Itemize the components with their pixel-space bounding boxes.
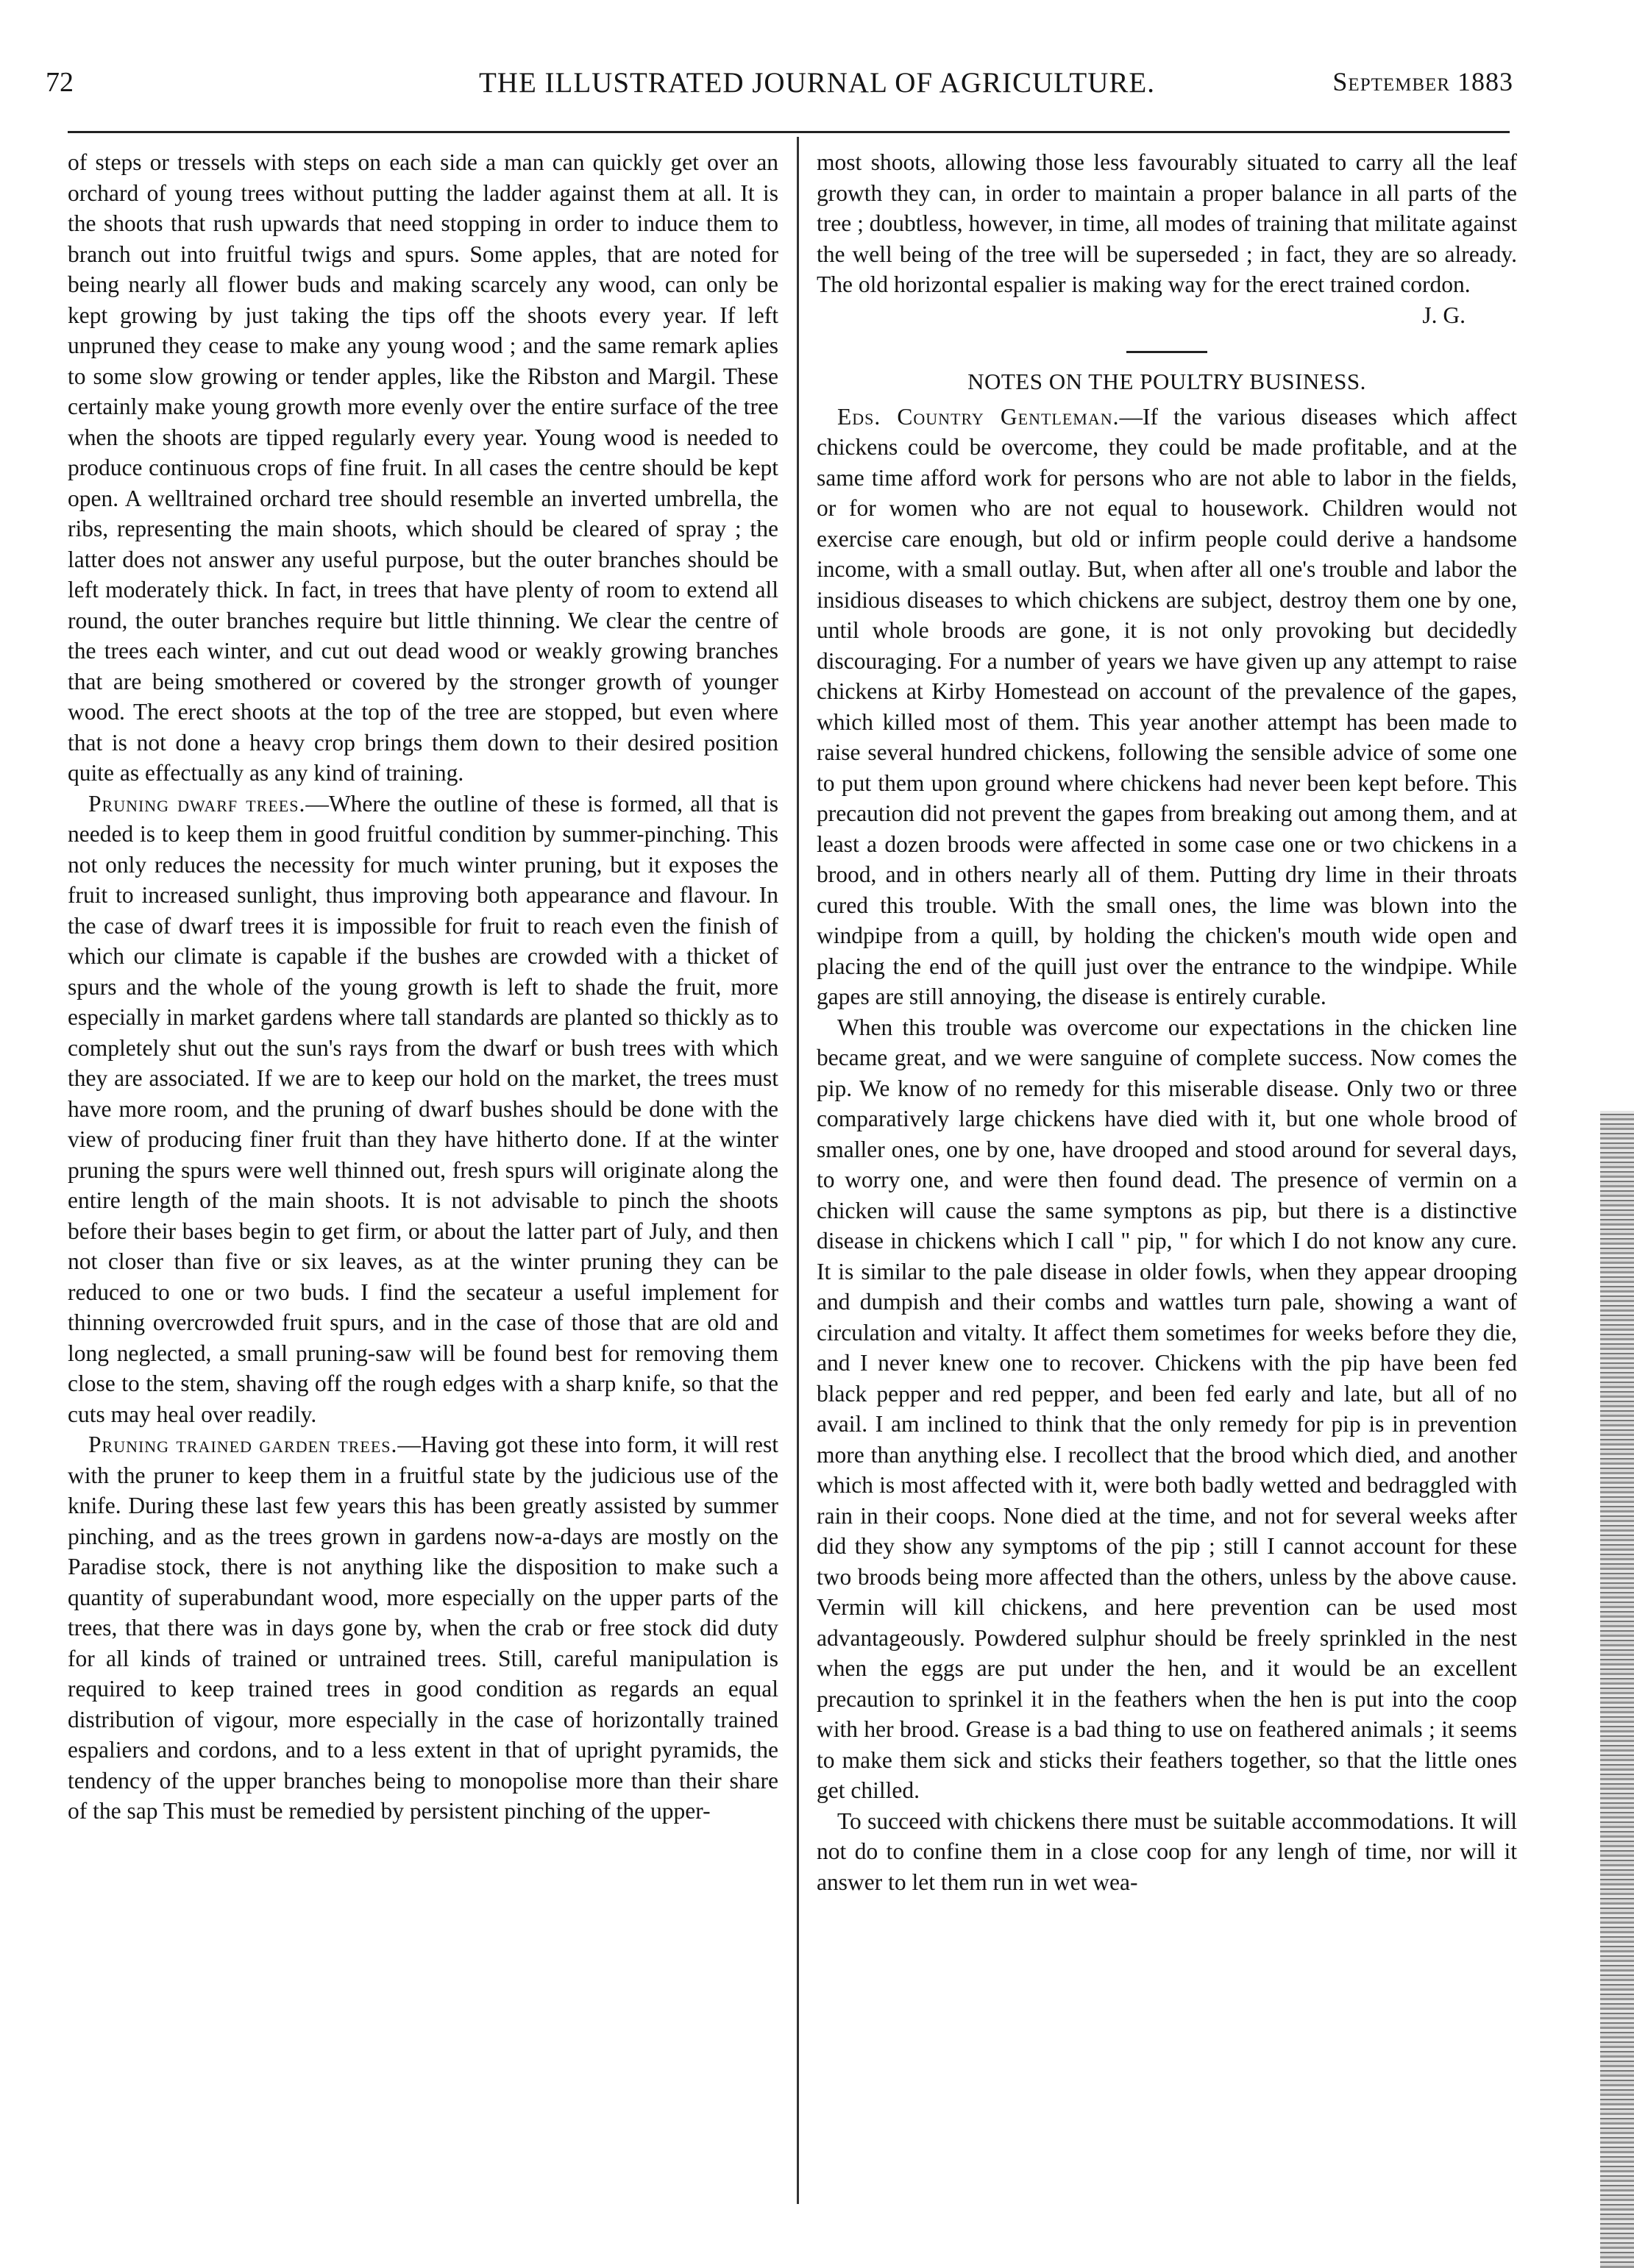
page-header bbox=[0, 66, 1634, 110]
author-signature: J. G. bbox=[1422, 302, 1466, 328]
section-run-in-heading: Pruning dwarf trees. bbox=[88, 790, 306, 817]
paragraph bbox=[817, 402, 1517, 1012]
letter-salutation: Eds. Country Gentleman. bbox=[837, 403, 1120, 430]
article-heading: NOTES ON THE POULTRY BUSINESS. bbox=[967, 369, 1366, 394]
journal-title: THE ILLUSTRATED JOURNAL OF AGRICULTURE. bbox=[478, 67, 1156, 99]
paragraph bbox=[68, 1429, 778, 1827]
paragraph-text: —Having got these into form, it will rest with the pruner to keep them in a fruitful state by the judicious use of the knife. During these last few years this has been greatly assisted by summer pinching, and as the trees grown in gardens now-a-days are mostly on the Paradise stock, there is not anything like the disposition to make such a quantity of superabundant wood, more especially on the upper parts of the trees, that there was in days gone by, when the crab or free stock did duty for all kinds of trained or untrained trees. Still, careful manipulation is required to keep trained trees in good condition as regards an equal distribution of vigour, more especially in the case of horizontally trained espaliers and cordons, and to a less extent in that of upright pyramids, the tendency of the upper branches being to monopolise more than their share of the sap This must be remedied by persistent pinching of the upper- bbox=[68, 1432, 778, 1824]
paragraph-text: —Where the outline of these is formed, all that is needed is to keep them in good fruitful condition by summer-pinching. This not only reduces the necessity for much winter pruning, but it exposes the fruit to increased sunlight, thus improving both appearance and flavour. In the case of dwarf trees it is impossible for fruit to reach even the finish of which our climate is capable if the bushes are crowded with a thicket of spurs and the whole of the young growth is left to shade the fruit, more especially in market gardens where tall standards are planted so thickly as to completely shut out the sun's rays from the dwarf or bush trees with which they are associated. If we are to keep our hold on the market, the trees must have more room, and the pruning of dwarf bushes should be done with the view of producing finer fruit than they have hitherto done. If at the winter pruning the spurs were well thinned out, fresh spurs will originate along the entire length of the main shoots. It is not advisable to pinch the shoots before their bases begin to get firm, or about the latter part of July, and then not closer than five or six leaves, as at the winter pruning they can be reduced to one or two buds. I find the secateur a useful implement for thinning overcrowded fruit spurs, and in the case of those that are old and long neglected, a small pruning-saw will be found best for removing them close to the stem, shaving off the rough edges with a sharp knife, so that the cuts may heal over readily. bbox=[68, 790, 778, 1427]
paragraph: To succeed with chickens there must be suitable accommodations. It will not do to confine them in a close coop for any lengh of time, nor will it answer to let them run in wet wea- bbox=[817, 1807, 1517, 1895]
paragraph-text: —If the various diseases which affect chickens could be overcome, they could be made profitable, and at the same time afford work for persons who are not able to labor in the fields, or for women who are not equal to housework. Children would not exercise care enough, but old or infirm people could derive a handsome income, with a small outlay. But, when after all one's trouble and labor the insidious diseases to which chickens are subject, destroy them one by one, until whole broods are gone, it is not only provoking but decidedly discouraging. For a number of years we have given up any attempt to raise chickens at Kirby Homestead on account of the prevalence of the gapes, which killed most of them. This year another attempt has been made to raise several hundred chickens, following the sensible advice of some one to put them upon ground where chickens had never been kept before. This precaution did not prevent the gapes from breaking out among them, and at least a dozen broods were affected in some case one or two chickens in a brood, and in others nearly all of them. Putting dry lime in their throats cured this trouble. With the small ones, the lime was blown into the windpipe from a quill, by holding the chicken's mouth wide open and placing the end of the quill just over the entrance to the windpipe. While gapes are still annoying, the disease is entirely curable. bbox=[817, 403, 1517, 1009]
left-column bbox=[68, 147, 778, 1827]
page-edge-texture bbox=[1600, 1111, 1634, 2268]
issue-date: September 1883 bbox=[1332, 67, 1513, 96]
paragraph: most shoots, allowing those less favourably situated to carry all the leaf growth they can, in order to maintain a proper balance in all parts of the tree ; doubtless, however, in time, all modes of training that militate against the well being of the tree will be superseded ; in fact, they are so already. The old horizontal espalier is making way for the erect trained cordon. bbox=[817, 149, 1517, 297]
article-separator bbox=[1126, 351, 1207, 353]
paragraph bbox=[68, 789, 778, 1430]
paragraph: When this trouble was overcome our expectations in the chicken line became great, and we were sanguine of complete success. Now comes the pip. We know of no remedy for this miserable disease. Only two or three comparatively large chickens have died with it, but one whole brood of smaller ones, one by one, have drooped and stood around for several days, to worry one, and were then found dead. The presence of vermin on a chicken will cause the same symptons as pip, but there is a distinctive disease in chickens which I call " pip, " for which I do not know any cure. It is similar to the pale disease in older fowls, when they appear drooping and dumpish and their combs and wattles turn pale, showing a want of circulation and vitalty. It affect them sometimes for weeks before they die, and I never knew one to recover. Chickens with the pip have been fed black pepper and red pepper, and been fed early and late, but all of no avail. I am inclined to think that the only remedy for pip is in prevention more than anything else. I recollect that the brood which died, and another which is most affected with it, were both badly wetted and bedraggled with rain in their coops. None died at the time, and not for several weeks after did they show any symptoms of the pip ; still I cannot account for these two broods being more affected than the others, unless by the above cause. Vermin will kill chickens, and here prevention can be used most advantageously. Powdered sulphur should be freely sprinkled in the nest when the eggs are put under the hen, and it would be an excellent precaution to sprinkel it in the feathers when the hen is put into the coop with her brood. Grease is a bad thing to use on feathered animals ; it seems to make them sick and sticks their feathers together, so that the little ones get chilled. bbox=[817, 1014, 1517, 1803]
header-rule bbox=[68, 131, 1510, 133]
paragraph: of steps or tressels with steps on each side a man can quickly get over an orchard of young trees without putting the ladder against them at all. It is the shoots that rush upwards that need stopping in order to induce them to branch out into fruitful twigs and spurs. Some apples, that are noted for being nearly all flower buds and making scarcely any wood, can only be kept growing by just taking the tips off the shoots every year. If left unpruned they cease to make any young wood ; and the same remark aplies to some slow growing or tender apples, like the Ribston and Margil. These certainly make young growth more evenly over the entire surface of the tree when the shoots are tipped regularly every year. Young wood is needed to produce continuous crops of fine fruit. In all cases the centre should be kept open. A welltrained orchard tree should resemble an inverted umbrella, the ribs, representing the main shoots, which should be cleared of spray ; the latter does not answer any useful purpose, but the outer branches should be left moderately thick. In fact, in trees that have plenty of room to extend all round, the outer branches require but little thinning. We clear the centre of the trees each winter, and cut out dead wood or weakly growing branches that are being smothered or covered by the stronger growth of younger wood. The erect shoots at the top of the tree are stopped, but even where that is not done a heavy crop brings them down to their desired position quite as effectually as any kind of training. bbox=[68, 149, 778, 786]
right-column bbox=[817, 147, 1517, 1897]
section-run-in-heading: Pruning trained garden trees. bbox=[88, 1432, 398, 1457]
page-number: 72 bbox=[46, 67, 74, 98]
column-divider bbox=[797, 137, 799, 2204]
